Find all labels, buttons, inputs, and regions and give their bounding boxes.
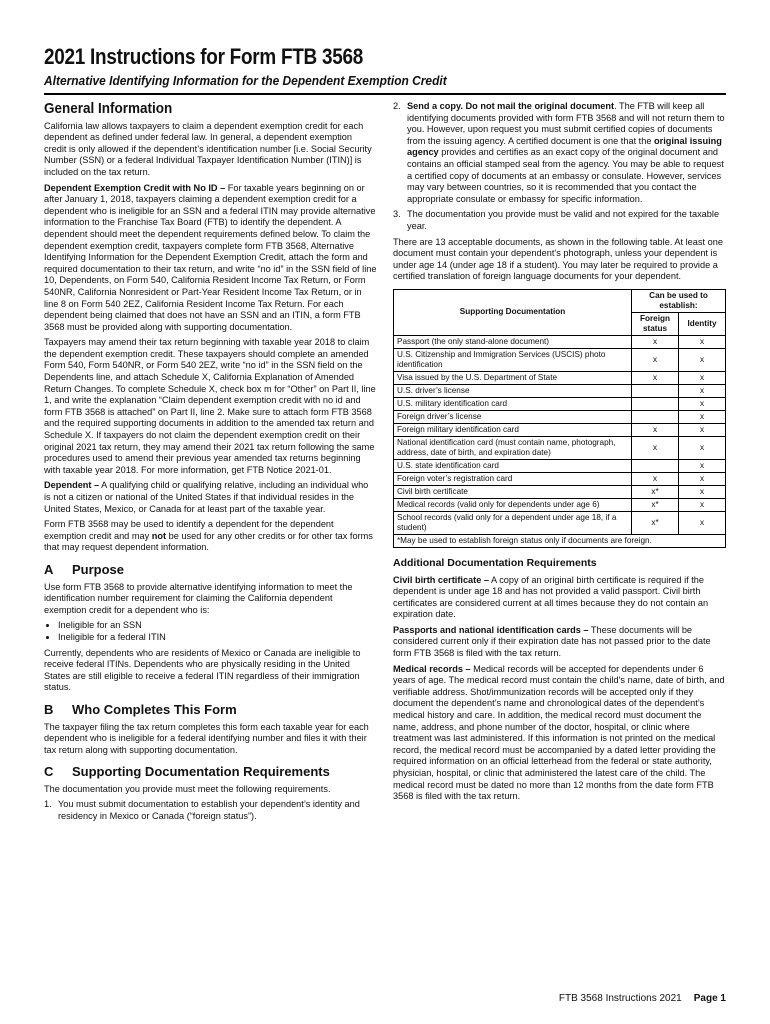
item-text-b: provides and certifies as an exact copy of the original document and contains an official stamped seal from the agency. You may be able to request a certified copy of documents at an embassy or consulate. However, services may vary between countries, so it is recommended that you contact the appropriate consulate or embassy for specific information. <box>407 147 724 204</box>
foreign-cell: x <box>632 472 679 485</box>
footer-form-name: FTB 3568 Instructions 2021 <box>558 993 682 1004</box>
medical-paragraph <box>393 664 726 803</box>
item-text <box>407 101 726 205</box>
doc-cell: Foreign driver’s license <box>394 410 632 423</box>
bullet-item: • Ineligible for an SSN <box>58 620 377 632</box>
table-header-identity: Identity <box>679 312 726 335</box>
medical-text: Medical records will be accepted for dependents under 6 years of age. The medical record must contain the child’s name, date of birth, and verifiable address. Shot/immunization records will be accepted only if they document the dependent’s name and chronological dates of the dependent’s medical history and care. In addition, the medical record must document the name, address, and phone number of the doctor, hospital, or clinic where treatment was last administered. If this information is not printed on the medical record, the medical record must be accompanied by a dated letter providing the required information on an official letterhead from the federal or state authority, physician, hospital, or clinic that administered the latest care of the child. The medical record must be dated no more than 12 months from the date form FTB 3568 is filed with the tax return. <box>393 663 725 802</box>
table-row <box>394 498 726 511</box>
table-row <box>394 436 726 459</box>
table-row <box>394 472 726 485</box>
passport-paragraph <box>393 625 726 660</box>
purpose-paragraph: Use form FTB 3568 to provide alternative identifying information to meet the identification number requirement for claiming the California dependent exemption credit for a dependent who is: <box>44 581 353 615</box>
bullet-item: • Ineligible for a federal ITIN <box>58 632 377 644</box>
who-paragraph: The taxpayer filing the tax return completes this form each taxable year for each dependent who is ineligible for a federal identifying number and files it with their tax return along with supporting documentation. <box>44 721 369 755</box>
medical-label: Medical records – <box>393 663 471 674</box>
passport-text: These documents will be considered current only if their expiration date has not passed prior to the date form FTB 3568 is filed with the tax return. <box>393 624 711 659</box>
requirement-item-2 <box>393 101 726 205</box>
general-heading: General Information <box>44 100 173 117</box>
birth-certificate-paragraph <box>393 575 726 621</box>
table-header-doc: Supporting Documentation <box>394 289 632 335</box>
foreign-cell <box>632 397 679 410</box>
identity-cell: x <box>679 485 726 498</box>
requirement-item-1 <box>44 799 377 822</box>
foreign-cell: x <box>632 348 679 371</box>
foreign-cell: x <box>632 436 679 459</box>
identity-cell: x <box>679 459 726 472</box>
page-footer <box>559 993 726 1004</box>
purpose-bullets <box>44 620 377 643</box>
table-row <box>394 459 726 472</box>
section-letter: B <box>44 701 54 717</box>
section-title: Who Completes This Form <box>72 701 237 717</box>
usage-text-pre: Form FTB 3568 may be used to identify a dependent for the dependent exemption credit and may <box>44 519 334 541</box>
birth-text: A copy of an original birth certificate is required if the dependent is under age 18 and has not provided a valid passport. Civil birth certificates are considered current at all times because they do not contain an expiration date. <box>393 574 709 620</box>
item-number: 2. <box>393 101 401 111</box>
title-rule <box>44 93 726 95</box>
identity-cell: x <box>679 410 726 423</box>
identity-cell: x <box>679 423 726 436</box>
foreign-cell: x <box>632 371 679 384</box>
table-row <box>394 485 726 498</box>
dependent-label: Dependent – <box>44 480 100 491</box>
section-b-heading <box>44 701 377 717</box>
no-id-text: For taxable years beginning on or after January 1, 2018, taxpayers claiming a dependent exemption credit for a dependent who is ineligible for an SSN and a federal ITIN may provide alternative information to the Franchise Tax Board (FTB) to identify the dependent. A dependent should meet the dependent requirements defined below. To claim the dependent exemption credit, taxpayers complete form FTB 3568, Alternative Identifying Information for the Dependent Exemption Credit, attach the form and required documentation to their tax return, and write “no id” in the SSN field of line 10, Dependents, on Form 540, California Resident Income Tax Return, or Form 540NR, California Nonresident or Part-Year Resident Income Tax Return, or in line 8 on Form 540 2EZ, California Resident Income Tax Return. For each dependent being claimed that does not have an SSN and an ITIN, a form FTB 3568 must be provided along with supporting documentation. <box>44 182 377 332</box>
passport-label: Passports and national identification cards – <box>393 624 589 635</box>
item-bold: Send a copy. Do not mail the original document <box>407 101 615 111</box>
doc-cell: Foreign military identification card <box>394 423 632 436</box>
dependent-text: A qualifying child or qualifying relative, including an individual who is not a citizen or national of the United States if that individual resides in the United States, Mexico, or Canada for at least part of the taxable year. <box>44 480 369 514</box>
doc-cell: U.S. state identification card <box>394 459 632 472</box>
doc-cell: School records (valid only for a dependent under age 18, if a student) <box>394 511 632 534</box>
item-bold-2: original issuing agency <box>407 135 722 158</box>
identity-cell: x <box>679 511 726 534</box>
foreign-cell: x <box>632 423 679 436</box>
foreign-cell: x* <box>632 498 679 511</box>
item-text: The documentation you provide must be valid and not expired for the taxable year. <box>407 209 720 231</box>
foreign-cell <box>632 459 679 472</box>
identity-cell: x <box>679 472 726 485</box>
instructions-page <box>44 44 726 1004</box>
requirement-item-3 <box>393 209 726 232</box>
amend-paragraph: Taxpayers may amend their tax return beginning with taxable year 2018 to claim the dependent exemption credit. These taxpayers should complete an amended Form 540, Form 540NR, or Form 540 2EZ, write “no id” in the SSN field on the Dependents line, and attach Schedule X, California Explanation of Amended Return Changes. To complete Schedule X, check box m for “Other” on Part II, line 1, and write the explanation “Claim dependent exemption credit with no id and form FTB 3568 is attached” on Part II, line 2. Make sure to attach form FTB 3568 and the required supporting documents in addition to the amended tax return and Schedule X. If taxpayers do not claim the dependent exemption credit on their original 2021 tax return, they may amend their 2021 tax return following the same procedures used to amend their previous year amended tax returns beginning with taxable year 2018. For more information, get FTB Notice 2021-01. <box>44 337 376 475</box>
doc-cell: National identification card (must contain name, photograph, address, date of birth, and expiration date) <box>394 436 632 459</box>
page-title: 2021 Instructions for Form FTB 3568 <box>44 44 364 69</box>
purpose-paragraph-2: Currently, dependents who are residents of Mexico or Canada are ineligible to receive federal ITINs. Dependents who are physically residing in the United States are still eligible to receive a federal ITIN regardless of their immigration status. <box>44 647 361 693</box>
birth-label: Civil birth certificate – <box>393 574 489 585</box>
item-number: 3. <box>393 209 401 220</box>
page-subtitle: Alternative Identifying Information for the Dependent Exemption Credit <box>44 73 447 88</box>
item-number: 1. <box>44 799 52 810</box>
identity-cell: x <box>679 335 726 348</box>
documentation-table <box>393 289 726 548</box>
table-footnote: *May be used to establish foreign status only if documents are foreign. <box>394 534 726 547</box>
foreign-cell: x* <box>632 485 679 498</box>
usage-text-bold: not <box>151 530 167 541</box>
identity-cell: x <box>679 348 726 371</box>
table-row <box>394 423 726 436</box>
section-c-heading <box>44 766 377 778</box>
no-id-label: Dependent Exemption Credit with No ID – <box>44 182 226 193</box>
section-letter: C <box>44 764 54 780</box>
table-row <box>394 511 726 534</box>
table-row <box>394 397 726 410</box>
section-a-heading <box>44 561 377 577</box>
foreign-cell: x <box>632 335 679 348</box>
doc-cell: Foreign voter’s registration card <box>394 472 632 485</box>
foreign-cell <box>632 410 679 423</box>
doc-cell: Civil birth certificate <box>394 485 632 498</box>
doc-cell: U.S. military identification card <box>394 397 632 410</box>
section-title: Purpose <box>72 561 125 577</box>
no-id-paragraph <box>44 183 377 334</box>
foreign-cell: x* <box>632 511 679 534</box>
table-footnote-row <box>394 534 726 547</box>
page-number: Page 1 <box>693 993 726 1004</box>
identity-cell: x <box>679 498 726 511</box>
identity-cell: x <box>679 436 726 459</box>
section-letter: A <box>44 561 54 577</box>
item-text: You must submit documentation to establish your dependent’s identity and residency in Mexico or Canada (“foreign status”). <box>58 799 360 822</box>
additional-heading: Additional Documentation Requirements <box>393 556 597 569</box>
identity-cell: x <box>679 384 726 397</box>
general-paragraph: California law allows taxpayers to claim a dependent exemption credit for each dependent as defined under federal law. In general, a dependent exemption credit is only allowed if the dependent’s identification number [i.e. Social Security Number (SSN) or a federal Individual Taxpayer Identification Number (ITIN)] is included on the tax return. <box>44 120 372 177</box>
identity-cell: x <box>679 397 726 410</box>
left-column <box>44 101 377 827</box>
doc-cell: U.S. Citizenship and Immigration Services (USCIS) photo identification <box>394 348 632 371</box>
usage-paragraph <box>44 519 377 554</box>
table-row <box>394 410 726 423</box>
documents-paragraph: There are 13 acceptable documents, as shown in the following table. At least one document must contain your dependent’s photograph, unless your dependent is under age 14 (under age 18 if a student). You may later be required to provide a certified translation of foreign language documents for your dependent. <box>393 236 723 282</box>
table-row <box>394 335 726 348</box>
table-row <box>394 371 726 384</box>
dependent-paragraph <box>44 480 377 515</box>
table-row <box>394 384 726 397</box>
doc-cell: Passport (the only stand-alone document) <box>394 335 632 348</box>
doc-cell: Visa issued by the U.S. Department of State <box>394 371 632 384</box>
item-text-a: . The FTB will keep all identifying documents provided with form FTB 3568 and will not return them to you. However, upon request you must submit certified copies of documents from the issuing agency. A certified document is one that the <box>407 101 725 146</box>
identity-cell: x <box>679 371 726 384</box>
right-column <box>393 101 726 827</box>
table-row <box>394 348 726 371</box>
support-paragraph: The documentation you provide must meet the following requirements. <box>44 783 331 794</box>
section-title: Supporting Documentation Requirements <box>72 764 330 780</box>
foreign-cell <box>632 384 679 397</box>
usage-text-post: be used for any other credits or for other tax forms that may request dependent information. <box>44 530 373 553</box>
table-header-group: Can be used to establish: <box>632 289 726 312</box>
doc-cell: Medical records (valid only for dependents under age 6) <box>394 498 632 511</box>
doc-cell: U.S. driver’s license <box>394 384 632 397</box>
table-header-foreign: Foreign status <box>632 312 679 335</box>
